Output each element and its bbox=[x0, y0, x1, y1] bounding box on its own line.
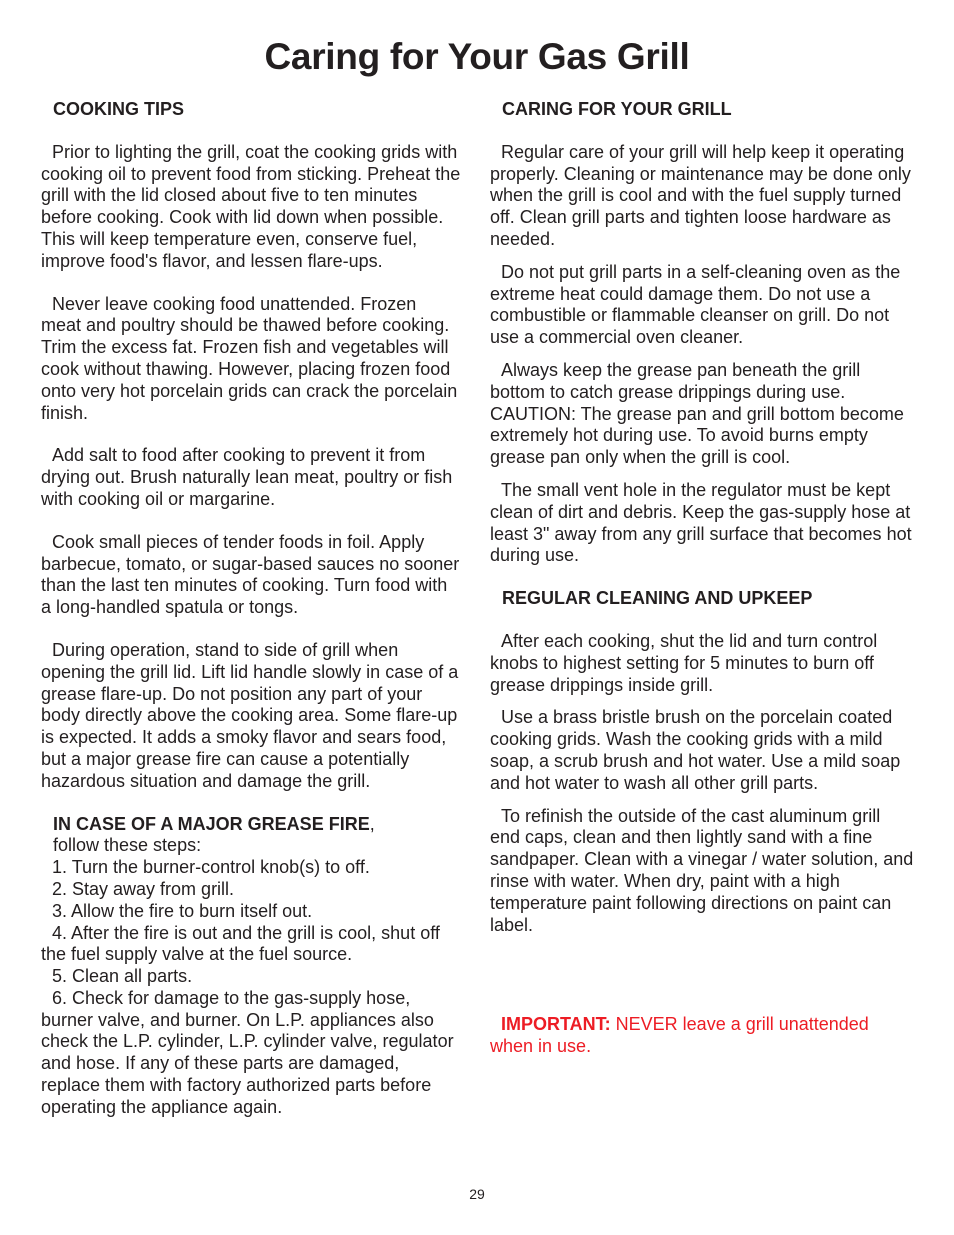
cleaning-heading: REGULAR CLEANING AND UPKEEP bbox=[502, 588, 813, 609]
caring-paragraph: Do not put grill parts in a self-cleaning oven as the extreme heat could damage them. Do not use a combustible or flammable cleanser on grill. Do not use a commercial oven cleaner. bbox=[490, 261, 901, 348]
cooking-tip-paragraph: Add salt to food after cooking to prevent it from drying out. Brush naturally lean meat, poultry or fish with cooking oil or margarine. bbox=[41, 445, 453, 509]
cooking-tip-paragraph: Prior to lighting the grill, coat the cooking grids with cooking oil to prevent food from sticking. Preheat the grill with the lid closed about five to ten minutes before cooking. Cook with lid down when possible. This will keep temperature even, conserve fuel, improve food's flavor, and lessen flare-ups. bbox=[41, 141, 461, 271]
important-notice bbox=[490, 1014, 914, 1058]
caring-heading: CARING FOR YOUR GRILL bbox=[502, 99, 732, 119]
important-text: NEVER leave a grill unattended when in use. bbox=[490, 1014, 869, 1057]
cooking-tip-paragraph: During operation, stand to side of grill when opening the grill lid. Lift lid handle slowly in case of a grease flare-up. Do not position any part of your body directly above the cooking area. Some flare-up is expected. It adds a smoky flavor and sears food, but a major grease fire can cause a potentially hazardous situation and damage the grill. bbox=[41, 639, 459, 791]
fire-step: 1. Turn the burner-control knob(s) to off. bbox=[52, 857, 370, 878]
fire-step: 2. Stay away from grill. bbox=[52, 878, 235, 899]
cleaning-paragraph: After each cooking, shut the lid and turn control knobs to highest setting for 5 minutes to burn off grease drippings inside grill. bbox=[490, 630, 878, 695]
grease-fire-heading-comma: , bbox=[369, 813, 375, 834]
page-number: 29 bbox=[469, 1186, 485, 1202]
grease-fire-intro: follow these steps: bbox=[53, 835, 202, 856]
grease-fire-heading bbox=[41, 814, 461, 836]
caring-paragraph: Always keep the grease pan beneath the grill bottom to catch grease drippings during use. CAUTION: The grease pan and grill bottom become extremely hot during use. To avoid burns empty grease pan only when the grill is cool. bbox=[490, 359, 904, 468]
cooking-tips-heading: COOKING TIPS bbox=[53, 99, 185, 119]
caring-paragraph: The small vent hole in the regulator must be kept clean of dirt and debris. Keep the gas-supply hose at least 3" away from any grill surface that becomes hot during use. bbox=[490, 479, 912, 566]
fire-step: 4. After the fire is out and the grill is cool, shut off the fuel supply valve at the fuel source. bbox=[41, 922, 440, 965]
page-title: Caring for Your Gas Grill bbox=[264, 36, 690, 77]
fire-step: 6. Check for damage to the gas-supply hose, burner valve, and burner. On L.P. appliances also check the L.P. cylinder, L.P. cylinder valve, regulator and hose. If any of these parts are damaged, replace them with factory authorized parts before operating the appliance again. bbox=[41, 987, 454, 1117]
cooking-tip-paragraph: Cook small pieces of tender foods in foil. Apply barbecue, tomato, or sugar-based sauces no sooner than the last ten minutes of cooking. Turn food with a long-handled spatula or tongs. bbox=[41, 531, 460, 618]
right-column bbox=[490, 99, 914, 1058]
cleaning-paragraph: Use a brass bristle brush on the porcelain coated cooking grids. Wash the cooking grids with a mild soap, a scrub brush and hot water. Use a mild soap and hot water to wash all other grill parts. bbox=[490, 707, 901, 793]
caring-paragraph: Regular care of your grill will help keep it operating properly. Cleaning or maintenance may be done only when the grill is cool and with the fuel supply turned off. Clean grill parts and tighten loose hardware as needed. bbox=[490, 141, 911, 249]
cooking-tip-paragraph: Never leave cooking food unattended. Frozen meat and poultry should be thawed before cooking. Trim the excess fat. Frozen fish and vegetables will cook without thawing. However, placing frozen food onto very hot porcelain grids can crack the porcelain finish. bbox=[41, 293, 458, 423]
cleaning-paragraph: To refinish the outside of the cast aluminum grill end caps, clean and then lightly sand with a fine sandpaper. Clean with a vinegar / water solution, and rinse with water. When dry, paint with a high temperature paint following directions on paint can label. bbox=[490, 805, 914, 935]
important-label: IMPORTANT: bbox=[501, 1014, 611, 1035]
grease-fire-heading-bold: IN CASE OF A MAJOR GREASE FIRE bbox=[53, 813, 370, 834]
left-column bbox=[41, 99, 461, 1119]
fire-step: 5. Clean all parts. bbox=[52, 966, 193, 987]
fire-step: 3. Allow the fire to burn itself out. bbox=[52, 900, 313, 921]
